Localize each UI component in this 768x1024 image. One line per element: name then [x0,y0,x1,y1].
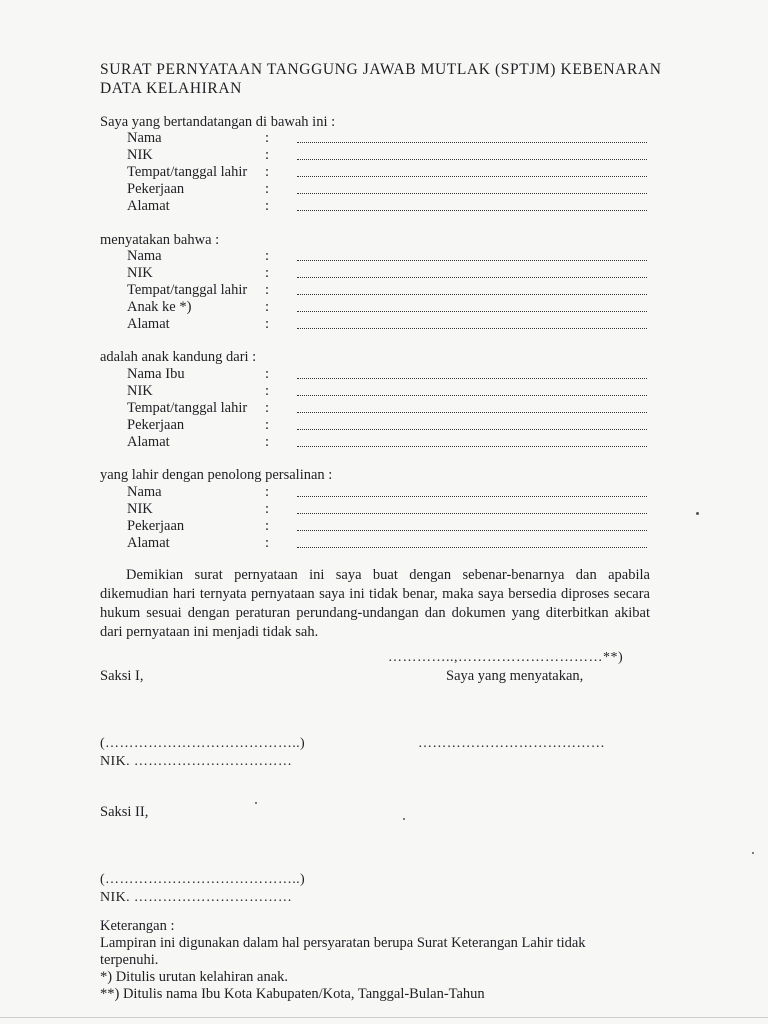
child-field-nama [127,248,657,265]
declarant-field-job [127,181,657,198]
field-colon: : [265,484,270,500]
attendant-field-job [127,518,657,535]
declarant-sign-label: Saya yang menyatakan, [446,668,584,684]
field-label: Alamat [127,535,170,551]
child-field-nik [127,265,657,282]
declarant-field-nik [127,147,657,164]
field-label: Nama [127,484,162,500]
field-label: Tempat/tanggal lahir [127,282,248,298]
scan-speck [752,852,754,854]
fill-in-line[interactable] [297,159,647,160]
field-label: Nama [127,130,162,146]
title-line-2: DATA KELAHIRAN [100,80,242,97]
fill-in-line[interactable] [297,429,647,430]
fill-in-line[interactable] [297,328,647,329]
field-label: Tempat/tanggal lahir [127,164,248,180]
field-label: Pekerjaan [127,518,185,534]
field-label: NIK [127,265,153,281]
field-colon: : [265,181,270,197]
field-colon: : [265,383,270,399]
scan-speck [255,802,257,804]
field-label: NIK [127,147,153,163]
witness-1-label: Saksi I, [100,668,144,684]
field-label: Alamat [127,198,170,214]
field-label: Nama Ibu [127,366,185,382]
fill-in-line[interactable] [297,446,647,447]
fill-in-line[interactable] [297,530,647,531]
notes-line-4: **) Ditulis nama Ibu Kota Kabupaten/Kota, Tanggal-Bulan-Tahun [100,986,485,1002]
witness-1-nik-line[interactable]: NIK. …………………………… [100,754,293,769]
title-line-1: SURAT PERNYATAAN TANGGUNG JAWAB MUTLAK (SPTJM) KEBENARAN [100,61,662,78]
witness-2-label: Saksi II, [100,804,149,820]
field-label: NIK [127,501,153,517]
page-bottom-edge [0,1017,768,1018]
attendant-field-nama [127,484,657,501]
fill-in-line[interactable] [297,176,647,177]
mother-field-job [127,417,657,434]
field-label: Tempat/tanggal lahir [127,400,248,416]
fill-in-line[interactable] [297,142,647,143]
mother-field-address [127,434,657,451]
mother-heading: adalah anak kandung dari : [100,349,257,365]
declarant-heading: Saya yang bertandatangan di bawah ini : [100,114,336,130]
witness-2-name-line[interactable]: (…………………………………..) [100,872,306,887]
mother-field-birth [127,400,657,417]
child-field-order [127,299,657,316]
field-label: Anak ke *) [127,299,192,315]
field-colon: : [265,248,270,264]
fill-in-line[interactable] [297,260,647,261]
field-colon: : [265,400,270,416]
fill-in-line[interactable] [297,311,647,312]
field-colon: : [265,316,270,332]
declarant-field-nama [127,130,657,147]
field-colon: : [265,434,270,450]
witness-1-name-line[interactable]: (…………………………………..) [100,736,306,751]
attendant-field-address [127,535,657,552]
fill-in-line[interactable] [297,193,647,194]
field-label: NIK [127,383,153,399]
child-field-address [127,316,657,333]
attendant-heading: yang lahir dengan penolong persalinan : [100,467,333,483]
fill-in-line[interactable] [297,412,647,413]
field-label: Alamat [127,434,170,450]
field-colon: : [265,535,270,551]
notes-line-2: terpenuhi. [100,952,159,968]
field-colon: : [265,130,270,146]
document-title [100,60,660,98]
declarant-field-birth [127,164,657,181]
fill-in-line[interactable] [297,294,647,295]
field-colon: : [265,147,270,163]
field-label: Pekerjaan [127,417,185,433]
field-colon: : [265,164,270,180]
fill-in-line[interactable] [297,513,647,514]
declarant-name-line[interactable]: ………………………………… [418,736,606,751]
notes-block [100,918,660,1003]
notes-line-3: *) Ditulis urutan kelahiran anak. [100,969,289,985]
fill-in-line[interactable] [297,210,647,211]
witness-2-nik-line[interactable]: NIK. …………………………… [100,890,293,905]
field-colon: : [265,299,270,315]
field-label: Pekerjaan [127,181,185,197]
field-colon: : [265,417,270,433]
statement-paragraph: Demikian surat pernyataan ini saya buat dengan sebenar-benarnya dan apabila dikemudian hari ternyata pernyataan saya ini tidak benar, maka saya bersedia diproses secara hukum sesuai dengan peraturan perundang-undangan dan dokumen yang diterbitkan akibat dari pernyataan ini menjadi tidak sah. [100,567,650,640]
fill-in-line[interactable] [297,547,647,548]
field-colon: : [265,282,270,298]
field-colon: : [265,198,270,214]
fill-in-line[interactable] [297,395,647,396]
fill-in-line[interactable] [297,378,647,379]
child-field-birth [127,282,657,299]
notes-heading: Keterangan : [100,918,175,934]
place-date-line[interactable]: …………..,…………………………**) [388,650,624,665]
field-colon: : [265,518,270,534]
declarant-field-address [127,198,657,215]
fill-in-line[interactable] [297,277,647,278]
child-heading: menyatakan bahwa : [100,232,220,248]
attendant-field-nik [127,501,657,518]
mother-field-name [127,366,657,383]
mother-field-nik [127,383,657,400]
fill-in-line[interactable] [297,496,647,497]
field-colon: : [265,366,270,382]
field-label: Alamat [127,316,170,332]
scan-speck [403,818,405,820]
field-colon: : [265,501,270,517]
field-label: Nama [127,248,162,264]
notes-line-1: Lampiran ini digunakan dalam hal persyaratan berupa Surat Keterangan Lahir tidak [100,935,586,951]
field-colon: : [265,265,270,281]
scan-speck [696,512,699,515]
